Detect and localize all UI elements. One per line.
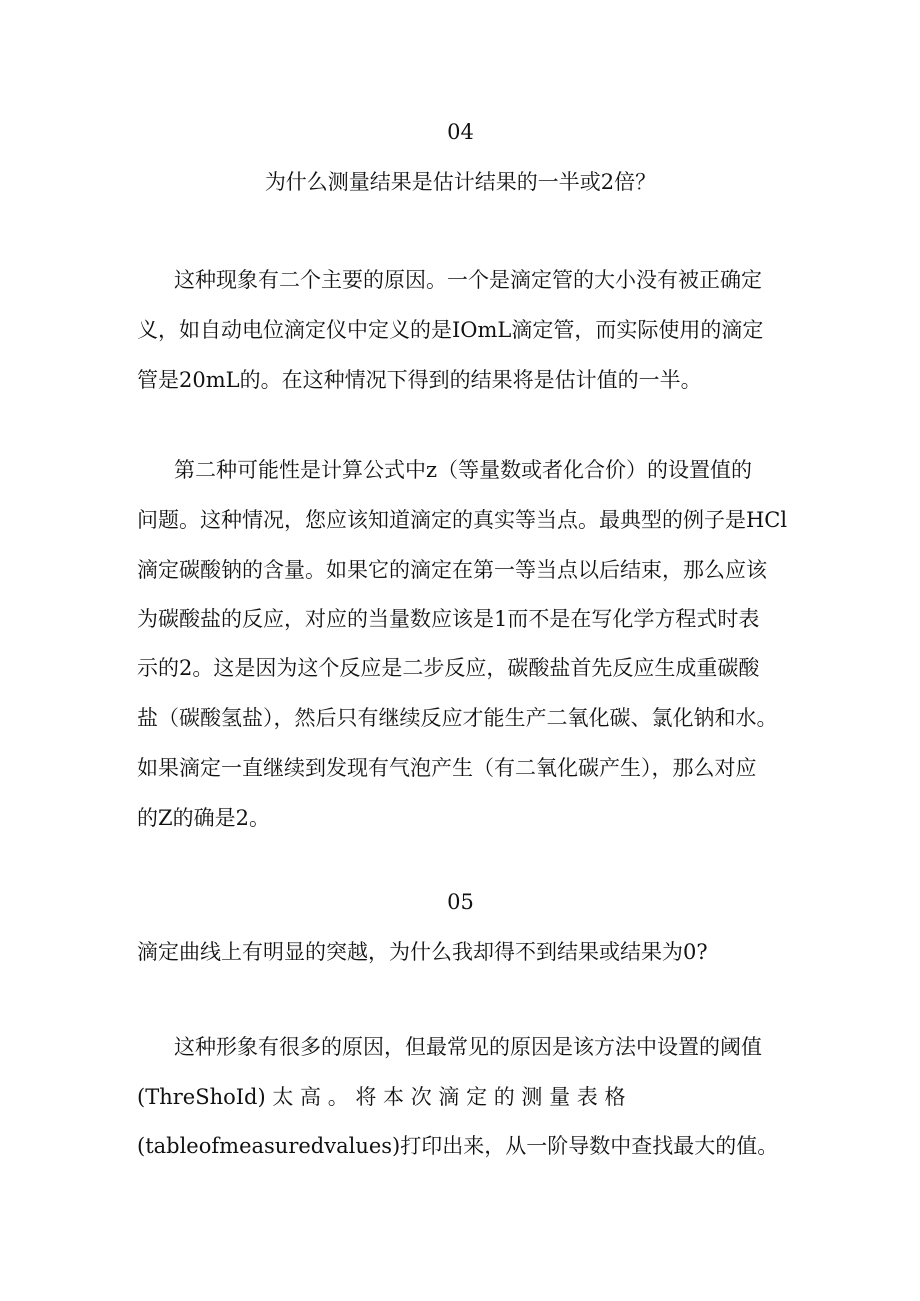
- s04-p2-line-6: 盐（碳酸氢盐），然后只有继续反应才能生产二氧化碳、氯化钠和水。: [137, 706, 778, 730]
- s04-p2-line-8: 的Z的确是2。: [137, 806, 270, 830]
- s05-p1-line-3: (tableofmeasuredvalues)打印出来，从一阶导数中查找最大的值。: [137, 1134, 779, 1158]
- section-05-question: 滴定曲线上有明显的突越，为什么我却得不到结果或结果为0?: [137, 940, 708, 964]
- section-04-question: 为什么测量结果是估计结果的一半或2倍？: [264, 170, 657, 194]
- s04-p2-line-5: 示的2。这是因为这个反应是二步反应，碳酸盐首先反应生成重碳酸: [137, 656, 760, 680]
- section-04-number: 04: [447, 120, 474, 144]
- section-05-number: 05: [447, 890, 474, 914]
- s04-p2-line-7: 如果滴定一直继续到发现有气泡产生（有二氧化碳产生），那么对应: [137, 756, 757, 780]
- s04-p1-line-3: 管是20mL的。在这种情况下得到的结果将是估计值的一半。: [137, 368, 702, 392]
- s04-p2-line-1: 第二种可能性是计算公式中z（等量数或者化合价）的设置值的: [174, 458, 753, 482]
- s04-p2-line-3: 滴定碳酸钠的含量。如果它的滴定在第一等当点以后结束，那么应该: [137, 558, 767, 582]
- s05-p1-line-1: 这种形象有很多的原因，但最常见的原因是该方法中设置的阈值: [174, 1035, 762, 1059]
- s04-p2-line-4: 为碳酸盐的反应，对应的当量数应该是1而不是在写化学方程式时表: [137, 607, 760, 631]
- s04-p1-line-2: 义，如自动电位滴定仪中定义的是IOmL滴定管，而实际使用的滴定: [137, 318, 764, 342]
- s04-p2-line-2: 问题。这种情况，您应该知道滴定的真实等当点。最典型的例子是HCl: [137, 508, 788, 532]
- s05-p1-line-2: (ThreShoId) 太 高 。 将 本 次 滴 定 的 测 量 表 格: [137, 1085, 626, 1109]
- s04-p1-line-1: 这种现象有二个主要的原因。一个是滴定管的大小没有被正确定: [174, 268, 762, 292]
